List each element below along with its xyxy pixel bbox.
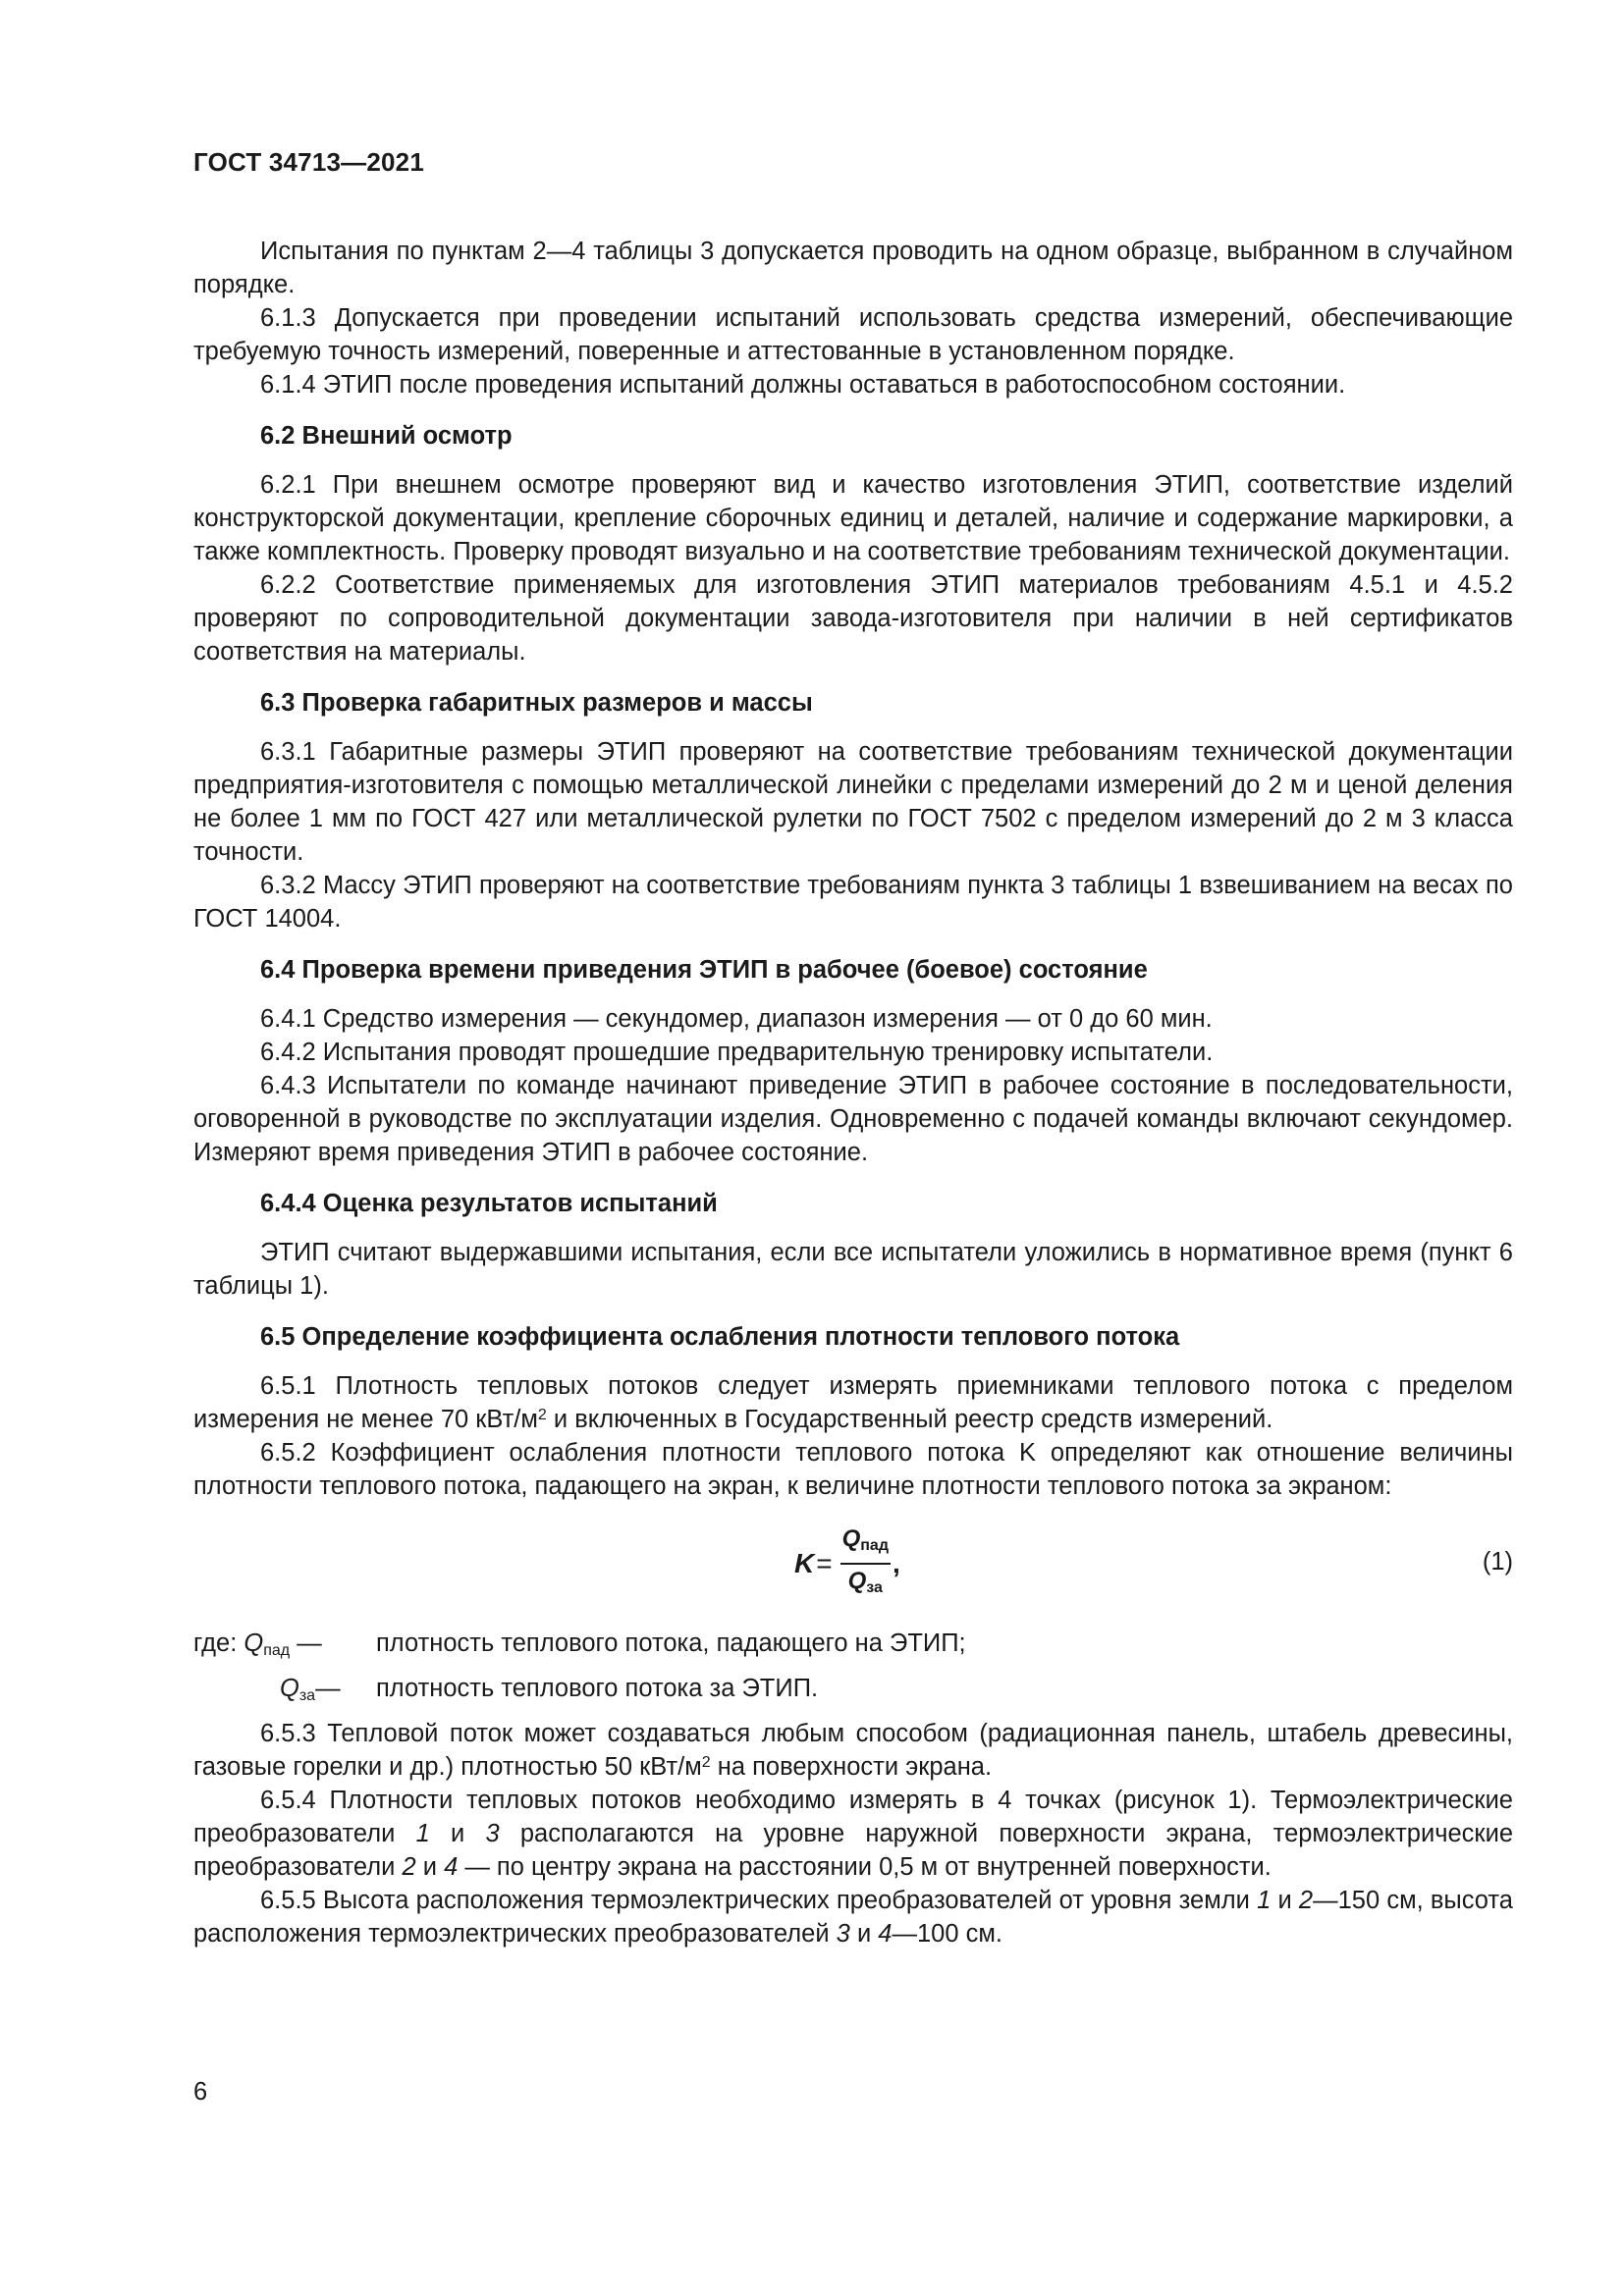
paragraph-6-5-2: 6.5.2 Коэффициент ослабления плотности теплового потока K определяют как отношение величины плотности теплового потока, падающего на экран, к величине плотности теплового потока за экраном: bbox=[193, 1439, 1513, 1500]
section-heading-6-4: 6.4 Проверка времени приведения ЭТИП в рабочее (боевое) состояние bbox=[260, 956, 1148, 984]
paragraph-6-1-4: 6.1.4 ЭТИП после проведения испытаний должны оставаться в работоспособном состоянии. bbox=[260, 371, 1346, 399]
paragraph: Испытания по пунктам 2—4 таблицы 3 допускается проводить на одном образце, выбранном в случайном порядке. bbox=[193, 238, 1513, 298]
document-header: ГОСТ 34713—2021 bbox=[193, 147, 424, 177]
page-number: 6 bbox=[193, 2078, 208, 2106]
paragraph-6-2-1: 6.2.1 При внешнем осмотре проверяют вид и качество изготовления ЭТИП, соответствие изделий конструкторской документации, крепление сборочных единиц и деталей, наличие и содержание маркировки, а также комплектность. Проверку проводят визуально и на соответствие требованиям технической документации. bbox=[193, 471, 1513, 565]
formula bbox=[794, 1524, 900, 1603]
paragraph-6-4-1: 6.4.1 Средство измерения — секундомер, диапазон измерения — от 0 до 60 мин. bbox=[260, 1005, 1213, 1033]
paragraph-6-1-3: 6.1.3 Допускается при проведении испытаний использовать средства измерений, обеспечивающие требуемую точность измерений, поверенные и аттестованные в установленном порядке. bbox=[193, 304, 1513, 365]
paragraph-6-4-4-text: ЭТИП считают выдержавшими испытания, если все испытатели уложились в нормативное время (пункт 6 таблицы 1). bbox=[193, 1239, 1513, 1300]
paragraph-6-4-2: 6.4.2 Испытания проводят прошедшие предварительную тренировку испытатели. bbox=[260, 1039, 1214, 1066]
formula-fraction bbox=[840, 1524, 891, 1603]
formula-number: (1) bbox=[1482, 1548, 1513, 1575]
paragraph-6-5-5: 6.5.5 Высота расположения термоэлектрических преобразователей от уровня земли 1 и 2—150 см, высота расположения термоэлектрических преобразователей 3 и 4—100 см. bbox=[193, 1887, 1513, 1948]
legend-item: $Q_{за}—$ плотность теплового потока за ЭТИП. bbox=[280, 1675, 819, 1704]
formula-equals: = bbox=[816, 1548, 833, 1578]
paragraph-6-2-2: 6.2.2 Соответствие применяемых для изготовления ЭТИП материалов требованиям 4.5.1 и 4.5.2 проверяют по сопроводительной документации завода-изготовителя при наличии в ней сертификатов соответствия на материалы. bbox=[193, 571, 1513, 666]
document-page bbox=[193, 147, 1513, 1950]
paragraph-6-3-1: 6.3.1 Габаритные размеры ЭТИП проверяют на соответствие требованиям технической документации предприятия-изготовителя с помощью металлической линейки с пределами измерений до 2 м и ценой деления не более 1 мм по ГОСТ 427 или металлической рулетки по ГОСТ 7502 с пределом измерений до 2 м 3 класса точности. bbox=[193, 738, 1513, 866]
section-heading-6-5: 6.5 Определение коэффициента ослабления плотности теплового потока bbox=[260, 1323, 1180, 1351]
formula-legend bbox=[193, 1627, 1513, 1713]
paragraph-6-5-1: 6.5.1 Плотность тепловых потоков следует измерять приемниками теплового потока с пределом измерения не менее 70 кВт/$м^2$ и включенных в Государственный реестр средств измерений. bbox=[193, 1372, 1513, 1433]
paragraph-6-5-3: 6.5.3 Тепловой поток может создаваться любым способом (радиационная панель, штабель древесины, газовые горелки и др.) плотностью 50 кВт/$м^2$ на поверхности экрана. bbox=[193, 1720, 1513, 1781]
formula-denominator: $Q_{за}$ bbox=[847, 1568, 883, 1596]
section-heading-6-2: 6.2 Внешний осмотр bbox=[260, 422, 513, 450]
paragraph-6-3-2: 6.3.2 Массу ЭТИП проверяют на соответствие требованиям пункта 3 таблицы 1 взвешиванием на весах по ГОСТ 14004. bbox=[193, 872, 1513, 933]
paragraph-6-4-3: 6.4.3 Испытатели по команде начинают приведение ЭТИП в рабочее состояние в последовательности, оговоренной в руководстве по эксплуатации изделия. Одновременно с подачей команды включают секундомер. Измеряют время приведения ЭТИП в рабочее состояние. bbox=[193, 1072, 1513, 1166]
legend-item: где: $Q_{пад}$ — плотность теплового потока, падающего на ЭТИП; bbox=[193, 1629, 966, 1659]
section-heading-6-3: 6.3 Проверка габаритных размеров и массы bbox=[260, 689, 813, 717]
formula-numerator: $Q_{пад}$ bbox=[840, 1524, 891, 1565]
section-heading-6-4-4: 6.4.4 Оценка результатов испытаний bbox=[260, 1190, 718, 1217]
formula-comma: , bbox=[892, 1548, 900, 1578]
formula-block bbox=[193, 1519, 1513, 1617]
formula-lhs: K bbox=[794, 1548, 815, 1578]
paragraph-6-5-4: 6.5.4 Плотности тепловых потоков необходимо измерять в 4 точках (рисунок 1). Термоэлектрические преобразователи 1 и 3 располагаются на уровне наружной поверхности экрана, термоэлектрические преобразователи 2 и 4 — по центру экрана на расстоянии 0,5 м от внутренней поверхности. bbox=[193, 1787, 1514, 1881]
